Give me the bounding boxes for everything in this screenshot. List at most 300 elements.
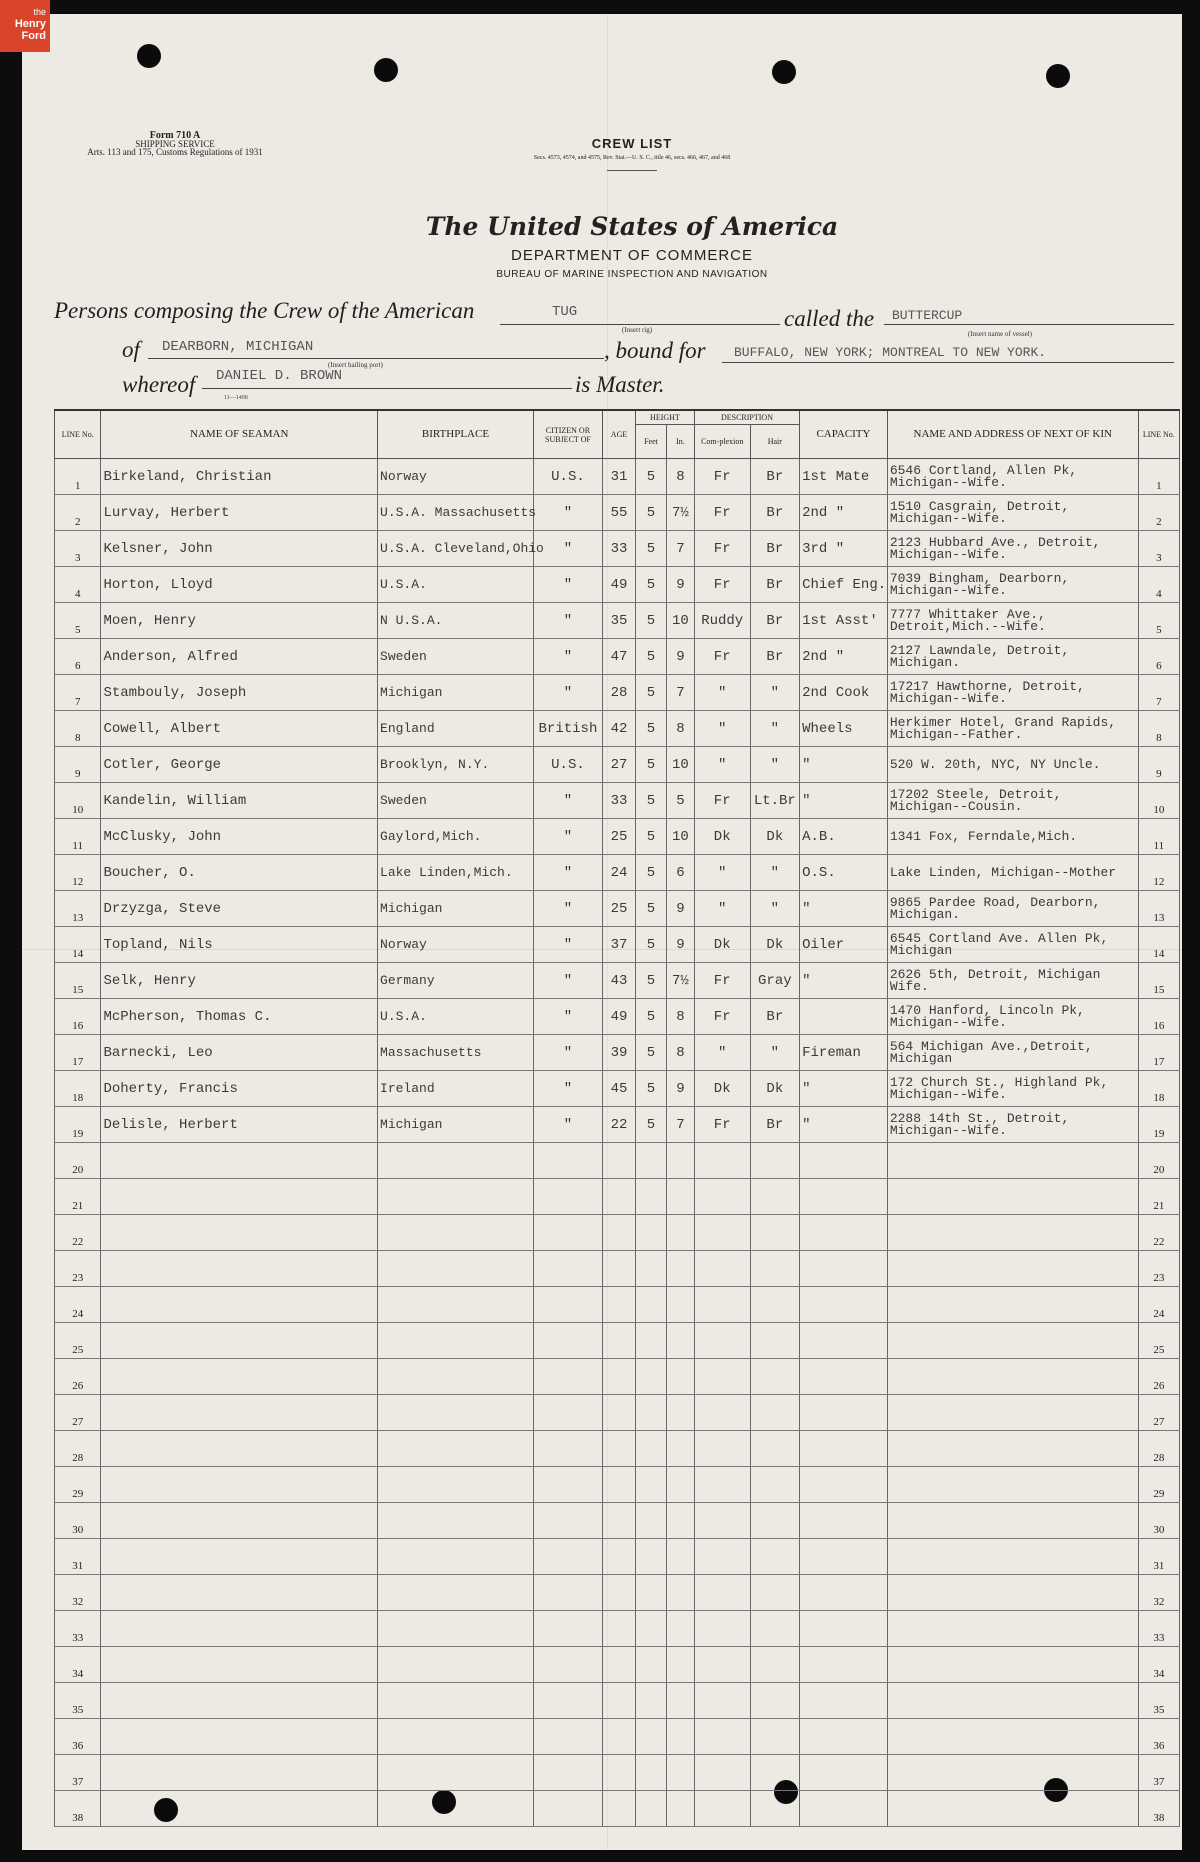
next-of-kin-cell: 7777 Whittaker Ave., Detroit,Mich.--Wife. bbox=[887, 603, 1138, 639]
hair-cell: Dk bbox=[750, 1071, 800, 1107]
hair-cell bbox=[750, 1251, 800, 1287]
next-of-kin-cell bbox=[887, 1755, 1138, 1791]
citizenship-cell: " bbox=[533, 603, 602, 639]
table-row bbox=[55, 1539, 1180, 1575]
line-number-right-cell: 20 bbox=[1138, 1143, 1179, 1179]
age-cell bbox=[603, 1179, 636, 1215]
birthplace-cell bbox=[378, 1395, 534, 1431]
complexion-cell bbox=[694, 1359, 750, 1395]
age-cell bbox=[603, 1395, 636, 1431]
age-cell: 33 bbox=[603, 783, 636, 819]
citizenship-cell bbox=[533, 1359, 602, 1395]
next-of-kin-cell: 1341 Fox, Ferndale,Mich. bbox=[887, 819, 1138, 855]
country-heading: The United States of America bbox=[425, 212, 839, 241]
capacity-cell bbox=[800, 1719, 888, 1755]
height-feet-cell bbox=[636, 1359, 667, 1395]
customs-articles: Arts. 113 and 175, Customs Regulations of 1931 bbox=[87, 147, 263, 157]
seaman-name-cell bbox=[101, 1251, 378, 1287]
seaman-name-cell bbox=[101, 1143, 378, 1179]
next-of-kin-cell bbox=[887, 1395, 1138, 1431]
seaman-name-cell: Anderson, Alfred bbox=[101, 639, 378, 675]
table-row bbox=[55, 495, 1180, 531]
line-number-cell: 27 bbox=[55, 1395, 101, 1431]
hair-cell bbox=[750, 1611, 800, 1647]
statute-reference: Secs. 4573, 4574, and 4575, Rev. Stat.—U. S. C., title 46, secs. 466, 467, and 468 bbox=[533, 155, 731, 161]
complexion-cell: " bbox=[694, 747, 750, 783]
height-inches-cell: 7 bbox=[666, 675, 694, 711]
seaman-name-cell: Cowell, Albert bbox=[101, 711, 378, 747]
line-number-right-cell: 19 bbox=[1138, 1107, 1179, 1143]
crew-table bbox=[54, 409, 1180, 1827]
birthplace-cell bbox=[378, 1683, 534, 1719]
height-inches-cell: 8 bbox=[666, 711, 694, 747]
next-of-kin-cell: 9865 Pardee Road, Dearborn, Michigan. bbox=[887, 891, 1138, 927]
height-inches-cell: 7 bbox=[666, 531, 694, 567]
citizenship-cell bbox=[533, 1143, 602, 1179]
age-cell: 22 bbox=[603, 1107, 636, 1143]
capacity-cell: O.S. bbox=[800, 855, 888, 891]
hair-cell bbox=[750, 1683, 800, 1719]
birthplace-cell bbox=[378, 1719, 534, 1755]
destination: BUFFALO, NEW YORK; MONTREAL TO NEW YORK. bbox=[734, 345, 1047, 360]
age-cell: 43 bbox=[603, 963, 636, 999]
line-number-right-cell: 13 bbox=[1138, 891, 1179, 927]
age-cell: 35 bbox=[603, 603, 636, 639]
complexion-cell: Dk bbox=[694, 927, 750, 963]
line-number-right-cell: 7 bbox=[1138, 675, 1179, 711]
seaman-name-cell bbox=[101, 1575, 378, 1611]
hair-cell: Br bbox=[750, 495, 800, 531]
capacity-cell bbox=[800, 1287, 888, 1323]
height-feet-cell bbox=[636, 1575, 667, 1611]
table-row bbox=[55, 1287, 1180, 1323]
header-name: NAME OF SEAMAN bbox=[101, 410, 378, 459]
height-inches-cell bbox=[666, 1395, 694, 1431]
seaman-name-cell: Doherty, Francis bbox=[101, 1071, 378, 1107]
punch-hole bbox=[772, 60, 796, 84]
height-feet-cell: 5 bbox=[636, 711, 667, 747]
citizenship-cell: " bbox=[533, 1035, 602, 1071]
line-number-right-cell: 2 bbox=[1138, 495, 1179, 531]
height-inches-cell: 9 bbox=[666, 927, 694, 963]
age-cell bbox=[603, 1539, 636, 1575]
next-of-kin-cell bbox=[887, 1323, 1138, 1359]
seaman-name-cell: Stambouly, Joseph bbox=[101, 675, 378, 711]
table-row bbox=[55, 1719, 1180, 1755]
capacity-cell: 2nd " bbox=[800, 639, 888, 675]
line-number-cell: 15 bbox=[55, 963, 101, 999]
hair-cell: Br bbox=[750, 639, 800, 675]
birthplace-cell bbox=[378, 1251, 534, 1287]
capacity-cell bbox=[800, 1575, 888, 1611]
citizenship-cell bbox=[533, 1215, 602, 1251]
line-number-cell: 10 bbox=[55, 783, 101, 819]
complexion-cell bbox=[694, 1431, 750, 1467]
line-number-right-cell: 37 bbox=[1138, 1755, 1179, 1791]
height-inches-cell: 9 bbox=[666, 891, 694, 927]
seaman-name-cell: Kandelin, William bbox=[101, 783, 378, 819]
age-cell: 49 bbox=[603, 567, 636, 603]
age-cell bbox=[603, 1647, 636, 1683]
citizenship-cell: " bbox=[533, 639, 602, 675]
line-number-cell: 16 bbox=[55, 999, 101, 1035]
hair-cell: Gray bbox=[750, 963, 800, 999]
citizenship-cell bbox=[533, 1719, 602, 1755]
birthplace-cell bbox=[378, 1755, 534, 1791]
complexion-cell bbox=[694, 1647, 750, 1683]
height-feet-cell bbox=[636, 1647, 667, 1683]
table-row bbox=[55, 1323, 1180, 1359]
capacity-cell bbox=[800, 1431, 888, 1467]
seaman-name-cell: McPherson, Thomas C. bbox=[101, 999, 378, 1035]
height-feet-cell bbox=[636, 1251, 667, 1287]
height-feet-cell: 5 bbox=[636, 963, 667, 999]
table-row bbox=[55, 1683, 1180, 1719]
height-inches-cell: 10 bbox=[666, 819, 694, 855]
height-feet-cell: 5 bbox=[636, 639, 667, 675]
height-inches-cell: 7 bbox=[666, 1107, 694, 1143]
line-number-right-cell: 36 bbox=[1138, 1719, 1179, 1755]
table-row bbox=[55, 1755, 1180, 1791]
header-line-no: LINE No. bbox=[55, 410, 101, 459]
height-inches-cell bbox=[666, 1611, 694, 1647]
line-number-cell: 11 bbox=[55, 819, 101, 855]
table-row bbox=[55, 1647, 1180, 1683]
next-of-kin-cell bbox=[887, 1359, 1138, 1395]
height-feet-cell bbox=[636, 1683, 667, 1719]
age-cell: 47 bbox=[603, 639, 636, 675]
line-number-cell: 38 bbox=[55, 1791, 101, 1827]
citizenship-cell: " bbox=[533, 675, 602, 711]
hair-cell: Dk bbox=[750, 819, 800, 855]
birthplace-cell: N U.S.A. bbox=[378, 603, 534, 639]
hair-cell bbox=[750, 1539, 800, 1575]
seaman-name-cell bbox=[101, 1611, 378, 1647]
next-of-kin-cell bbox=[887, 1611, 1138, 1647]
line-number-right-cell: 38 bbox=[1138, 1791, 1179, 1827]
citizenship-cell: " bbox=[533, 927, 602, 963]
complexion-cell bbox=[694, 1683, 750, 1719]
citizenship-cell bbox=[533, 1287, 602, 1323]
complexion-cell: Fr bbox=[694, 963, 750, 999]
line-number-right-cell: 14 bbox=[1138, 927, 1179, 963]
capacity-cell: " bbox=[800, 747, 888, 783]
next-of-kin-cell bbox=[887, 1287, 1138, 1323]
birthplace-cell: U.S.A. bbox=[378, 567, 534, 603]
citizenship-cell: " bbox=[533, 1107, 602, 1143]
form-number-block bbox=[60, 131, 290, 156]
line-number-right-cell: 29 bbox=[1138, 1467, 1179, 1503]
age-cell bbox=[603, 1431, 636, 1467]
citizenship-cell: " bbox=[533, 495, 602, 531]
next-of-kin-cell bbox=[887, 1719, 1138, 1755]
complexion-cell bbox=[694, 1179, 750, 1215]
hair-cell bbox=[750, 1503, 800, 1539]
age-cell: 33 bbox=[603, 531, 636, 567]
next-of-kin-cell bbox=[887, 1143, 1138, 1179]
next-of-kin-cell: 1510 Casgrain, Detroit, Michigan--Wife. bbox=[887, 495, 1138, 531]
birthplace-cell: Sweden bbox=[378, 783, 534, 819]
capacity-cell bbox=[800, 1179, 888, 1215]
capacity-cell bbox=[800, 999, 888, 1035]
citizenship-cell bbox=[533, 1179, 602, 1215]
next-of-kin-cell bbox=[887, 1683, 1138, 1719]
capacity-cell bbox=[800, 1755, 888, 1791]
hair-cell: Br bbox=[750, 531, 800, 567]
hair-cell: " bbox=[750, 855, 800, 891]
birthplace-cell: England bbox=[378, 711, 534, 747]
height-inches-cell bbox=[666, 1719, 694, 1755]
hair-cell bbox=[750, 1359, 800, 1395]
height-feet-cell: 5 bbox=[636, 495, 667, 531]
complexion-cell: Fr bbox=[694, 567, 750, 603]
birthplace-cell: Massachusetts bbox=[378, 1035, 534, 1071]
age-cell bbox=[603, 1755, 636, 1791]
next-of-kin-cell: 2288 14th St., Detroit, Michigan--Wife. bbox=[887, 1107, 1138, 1143]
rig-underline bbox=[500, 324, 780, 325]
seaman-name-cell bbox=[101, 1323, 378, 1359]
age-cell bbox=[603, 1359, 636, 1395]
vessel-underline bbox=[884, 324, 1174, 325]
citizenship-cell bbox=[533, 1611, 602, 1647]
height-feet-cell bbox=[636, 1179, 667, 1215]
capacity-cell bbox=[800, 1791, 888, 1827]
header-complexion: Com-plexion bbox=[694, 425, 750, 459]
line-number-right-cell: 30 bbox=[1138, 1503, 1179, 1539]
birthplace-cell: Sweden bbox=[378, 639, 534, 675]
complexion-cell bbox=[694, 1323, 750, 1359]
punch-hole bbox=[1046, 64, 1070, 88]
height-inches-cell bbox=[666, 1575, 694, 1611]
seaman-name-cell bbox=[101, 1791, 378, 1827]
height-feet-cell bbox=[636, 1503, 667, 1539]
line-number-cell: 30 bbox=[55, 1503, 101, 1539]
next-of-kin-cell bbox=[887, 1431, 1138, 1467]
seaman-name-cell bbox=[101, 1755, 378, 1791]
birthplace-cell: Ireland bbox=[378, 1071, 534, 1107]
capacity-cell: " bbox=[800, 783, 888, 819]
citizenship-cell bbox=[533, 1395, 602, 1431]
line-number-right-cell: 4 bbox=[1138, 567, 1179, 603]
hair-cell bbox=[750, 1179, 800, 1215]
line-number-cell: 21 bbox=[55, 1179, 101, 1215]
height-inches-cell bbox=[666, 1647, 694, 1683]
next-of-kin-cell bbox=[887, 1215, 1138, 1251]
height-feet-cell: 5 bbox=[636, 1035, 667, 1071]
capacity-cell bbox=[800, 1143, 888, 1179]
height-inches-cell bbox=[666, 1539, 694, 1575]
complexion-cell bbox=[694, 1215, 750, 1251]
complexion-cell: Fr bbox=[694, 459, 750, 495]
citizenship-cell bbox=[533, 1755, 602, 1791]
print-reference: 11—1408 bbox=[224, 395, 248, 401]
hair-cell bbox=[750, 1215, 800, 1251]
citizenship-cell: " bbox=[533, 1071, 602, 1107]
next-of-kin-cell bbox=[887, 1539, 1138, 1575]
line-number-right-cell: 1 bbox=[1138, 459, 1179, 495]
birthplace-cell bbox=[378, 1215, 534, 1251]
line-number-cell: 29 bbox=[55, 1467, 101, 1503]
shipping-service: SHIPPING SERVICE bbox=[135, 139, 215, 149]
hair-cell: Br bbox=[750, 567, 800, 603]
height-feet-cell bbox=[636, 1611, 667, 1647]
hair-cell bbox=[750, 1431, 800, 1467]
line-number-right-cell: 22 bbox=[1138, 1215, 1179, 1251]
master-name: DANIEL D. BROWN bbox=[216, 368, 343, 384]
birthplace-cell: Michigan bbox=[378, 675, 534, 711]
header-inches: In. bbox=[666, 425, 694, 459]
age-cell: 24 bbox=[603, 855, 636, 891]
hair-cell: " bbox=[750, 675, 800, 711]
next-of-kin-cell: 1470 Hanford, Lincoln Pk, Michigan--Wife. bbox=[887, 999, 1138, 1035]
height-inches-cell: 5 bbox=[666, 783, 694, 819]
birthplace-cell: Brooklyn, N.Y. bbox=[378, 747, 534, 783]
citizenship-cell: " bbox=[533, 531, 602, 567]
height-inches-cell: 8 bbox=[666, 1035, 694, 1071]
citizenship-cell bbox=[533, 1575, 602, 1611]
height-feet-cell: 5 bbox=[636, 531, 667, 567]
next-of-kin-cell bbox=[887, 1575, 1138, 1611]
table-row bbox=[55, 531, 1180, 567]
age-cell: 31 bbox=[603, 459, 636, 495]
line-number-cell: 28 bbox=[55, 1431, 101, 1467]
table-row bbox=[55, 711, 1180, 747]
citizenship-cell bbox=[533, 1467, 602, 1503]
table-row bbox=[55, 819, 1180, 855]
of-text: of bbox=[122, 337, 140, 362]
line-number-cell: 8 bbox=[55, 711, 101, 747]
height-feet-cell: 5 bbox=[636, 819, 667, 855]
line-number-cell: 1 bbox=[55, 459, 101, 495]
hair-cell: Br bbox=[750, 1107, 800, 1143]
complexion-cell: Dk bbox=[694, 1071, 750, 1107]
height-inches-cell: 8 bbox=[666, 999, 694, 1035]
next-of-kin-cell bbox=[887, 1791, 1138, 1827]
age-cell bbox=[603, 1251, 636, 1287]
seaman-name-cell bbox=[101, 1503, 378, 1539]
seaman-name-cell: McClusky, John bbox=[101, 819, 378, 855]
header-height: HEIGHT bbox=[636, 410, 695, 425]
complexion-cell bbox=[694, 1611, 750, 1647]
age-cell bbox=[603, 1683, 636, 1719]
hair-cell: " bbox=[750, 747, 800, 783]
seaman-name-cell bbox=[101, 1431, 378, 1467]
capacity-cell bbox=[800, 1323, 888, 1359]
age-cell bbox=[603, 1503, 636, 1539]
line-number-cell: 7 bbox=[55, 675, 101, 711]
rig-value: TUG bbox=[552, 304, 578, 320]
age-cell bbox=[603, 1287, 636, 1323]
line-number-cell: 19 bbox=[55, 1107, 101, 1143]
next-of-kin-cell: 17217 Hawthorne, Detroit, Michigan--Wife. bbox=[887, 675, 1138, 711]
birthplace-cell bbox=[378, 1503, 534, 1539]
age-cell: 42 bbox=[603, 711, 636, 747]
birthplace-cell bbox=[378, 1467, 534, 1503]
birthplace-cell: Michigan bbox=[378, 1107, 534, 1143]
birthplace-cell bbox=[378, 1179, 534, 1215]
line-number-cell: 20 bbox=[55, 1143, 101, 1179]
seaman-name-cell bbox=[101, 1683, 378, 1719]
complexion-cell bbox=[694, 1143, 750, 1179]
seaman-name-cell: Drzyzga, Steve bbox=[101, 891, 378, 927]
birthplace-cell bbox=[378, 1287, 534, 1323]
citizenship-cell bbox=[533, 1683, 602, 1719]
line-number-right-cell: 35 bbox=[1138, 1683, 1179, 1719]
birthplace-cell bbox=[378, 1575, 534, 1611]
line-number-right-cell: 23 bbox=[1138, 1251, 1179, 1287]
hair-cell: Br bbox=[750, 603, 800, 639]
citizenship-cell bbox=[533, 1791, 602, 1827]
complexion-cell bbox=[694, 1755, 750, 1791]
seaman-name-cell: Moen, Henry bbox=[101, 603, 378, 639]
age-cell: 55 bbox=[603, 495, 636, 531]
henry-ford-logo bbox=[0, 0, 50, 52]
height-inches-cell bbox=[666, 1683, 694, 1719]
complexion-cell: " bbox=[694, 675, 750, 711]
complexion-cell: " bbox=[694, 855, 750, 891]
birthplace-cell: U.S.A. Cleveland,Ohio bbox=[378, 531, 534, 567]
line-number-cell: 24 bbox=[55, 1287, 101, 1323]
line-number-cell: 17 bbox=[55, 1035, 101, 1071]
line-number-right-cell: 5 bbox=[1138, 603, 1179, 639]
citizenship-cell: " bbox=[533, 819, 602, 855]
height-feet-cell bbox=[636, 1215, 667, 1251]
complexion-cell bbox=[694, 1719, 750, 1755]
height-inches-cell bbox=[666, 1323, 694, 1359]
capacity-cell bbox=[800, 1215, 888, 1251]
next-of-kin-cell: 520 W. 20th, NYC, NY Uncle. bbox=[887, 747, 1138, 783]
line-number-right-cell: 32 bbox=[1138, 1575, 1179, 1611]
table-row bbox=[55, 1035, 1180, 1071]
next-of-kin-cell: 6546 Cortland, Allen Pk, Michigan--Wife. bbox=[887, 459, 1138, 495]
next-of-kin-cell: Herkimer Hotel, Grand Rapids, Michigan--Father. bbox=[887, 711, 1138, 747]
line-number-cell: 12 bbox=[55, 855, 101, 891]
age-cell bbox=[603, 1467, 636, 1503]
capacity-cell: " bbox=[800, 1107, 888, 1143]
line-number-cell: 6 bbox=[55, 639, 101, 675]
height-feet-cell bbox=[636, 1719, 667, 1755]
seaman-name-cell: Barnecki, Leo bbox=[101, 1035, 378, 1071]
birthplace-cell bbox=[378, 1611, 534, 1647]
line-number-right-cell: 27 bbox=[1138, 1395, 1179, 1431]
line-number-cell: 13 bbox=[55, 891, 101, 927]
age-cell: 49 bbox=[603, 999, 636, 1035]
line-number-right-cell: 25 bbox=[1138, 1323, 1179, 1359]
seaman-name-cell: Topland, Nils bbox=[101, 927, 378, 963]
height-inches-cell bbox=[666, 1143, 694, 1179]
seaman-name-cell: Boucher, O. bbox=[101, 855, 378, 891]
height-inches-cell: 7½ bbox=[666, 963, 694, 999]
seaman-name-cell: Horton, Lloyd bbox=[101, 567, 378, 603]
birthplace-cell bbox=[378, 1323, 534, 1359]
next-of-kin-cell: 2123 Hubbard Ave., Detroit, Michigan--Wife. bbox=[887, 531, 1138, 567]
next-of-kin-cell bbox=[887, 1179, 1138, 1215]
title-block bbox=[472, 136, 792, 171]
vessel-hint: (Insert name of vessel) bbox=[968, 330, 1032, 338]
capacity-cell: A.B. bbox=[800, 819, 888, 855]
bound-text: , bound for bbox=[604, 338, 706, 363]
height-feet-cell: 5 bbox=[636, 1071, 667, 1107]
age-cell bbox=[603, 1575, 636, 1611]
height-feet-cell: 5 bbox=[636, 1107, 667, 1143]
hair-cell: " bbox=[750, 711, 800, 747]
line-number-right-cell: 10 bbox=[1138, 783, 1179, 819]
line-number-right-cell: 26 bbox=[1138, 1359, 1179, 1395]
hair-cell bbox=[750, 1719, 800, 1755]
height-inches-cell bbox=[666, 1503, 694, 1539]
age-cell bbox=[603, 1791, 636, 1827]
capacity-cell: 1st Mate bbox=[800, 459, 888, 495]
